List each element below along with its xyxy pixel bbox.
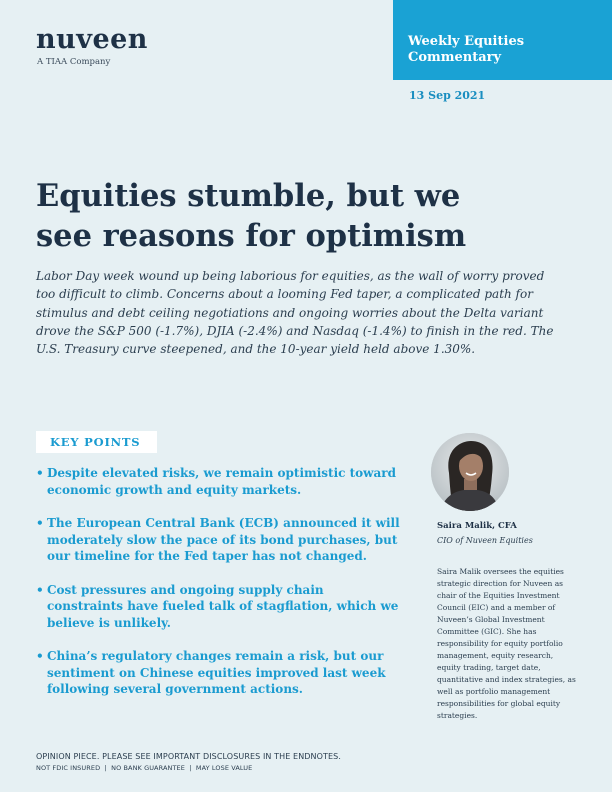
key-point-text: Cost pressures and ongoing supply chain constraints have fueled talk of stagflation, which we believe is unlikely. — [47, 582, 399, 630]
series-title-line1: Weekly Equities — [408, 34, 525, 49]
nuveen-logo: nuveen — [36, 24, 148, 55]
key-points-list — [36, 465, 402, 715]
article-title — [36, 176, 576, 256]
footer-notice: NOT FDIC INSURED | NO BANK GUARANTEE | MAY LOSE VALUE — [36, 764, 253, 772]
key-point-text: The European Central Bank (ECB) announced it will moderately slow the pace of its bond purchases, but our timeline for the Fed taper has not changed. — [47, 516, 400, 563]
key-point-text: China’s regulatory changes remain a risk, but our sentiment on Chinese equities improved last week following several government actions. — [47, 649, 386, 696]
key-point-item — [36, 465, 402, 498]
bullet-icon: • — [36, 649, 44, 663]
key-point-item — [36, 582, 402, 632]
title-line1: Equities stumble, but we — [36, 178, 461, 214]
author-portrait-icon — [431, 433, 509, 511]
author-role: CIO of Nuveen Equities — [437, 536, 533, 545]
key-point-item — [36, 515, 402, 565]
title-line2: see reasons for optimism — [36, 218, 467, 254]
bullet-icon: • — [36, 466, 44, 480]
author-photo — [431, 433, 509, 511]
intro-paragraph: Labor Day week wound up being laborious for equities, as the wall of worry proved too difficult to climb. Concerns about a looming Fed taper, a complicated path for stimulus and debt ceiling negotiations and ongoing worries about the Delta variant drove the S&P 500 (-1.7%), DJIA (-2.4%) and Nasdaq (-1.4%) to finish in the red. The U.S. Treasury curve steepened, and the 10-year yield held above 1.30%. — [36, 269, 554, 357]
bullet-icon: • — [36, 582, 44, 597]
logo-tagline: A TIAA Company — [37, 57, 111, 67]
bullet-icon: • — [36, 516, 44, 530]
series-title-line2: Commentary — [408, 50, 502, 65]
series-banner — [393, 0, 612, 80]
author-name: Saira Malik, CFA — [437, 521, 517, 531]
author-bio: Saira Malik oversees the equities strategic direction for Nuveen as chair of the Equities Investment Council (EIC) and a member of Nuveen’s Global Investment Committee (GIC). She has responsibility for equity portfolio management, equity research, equity trading, target date, quantitative and index strategies, as well as portfolio management responsibilities for global equity strategies. — [437, 567, 576, 720]
publication-date: 13 Sep 2021 — [409, 89, 486, 102]
key-points-label: KEY POINTS — [36, 431, 157, 453]
key-point-item — [36, 648, 402, 698]
footer-disclaimer: OPINION PIECE. PLEASE SEE IMPORTANT DISCLOSURES IN THE ENDNOTES. — [36, 752, 341, 761]
key-point-text: Despite elevated risks, we remain optimistic toward economic growth and equity markets. — [47, 466, 396, 497]
